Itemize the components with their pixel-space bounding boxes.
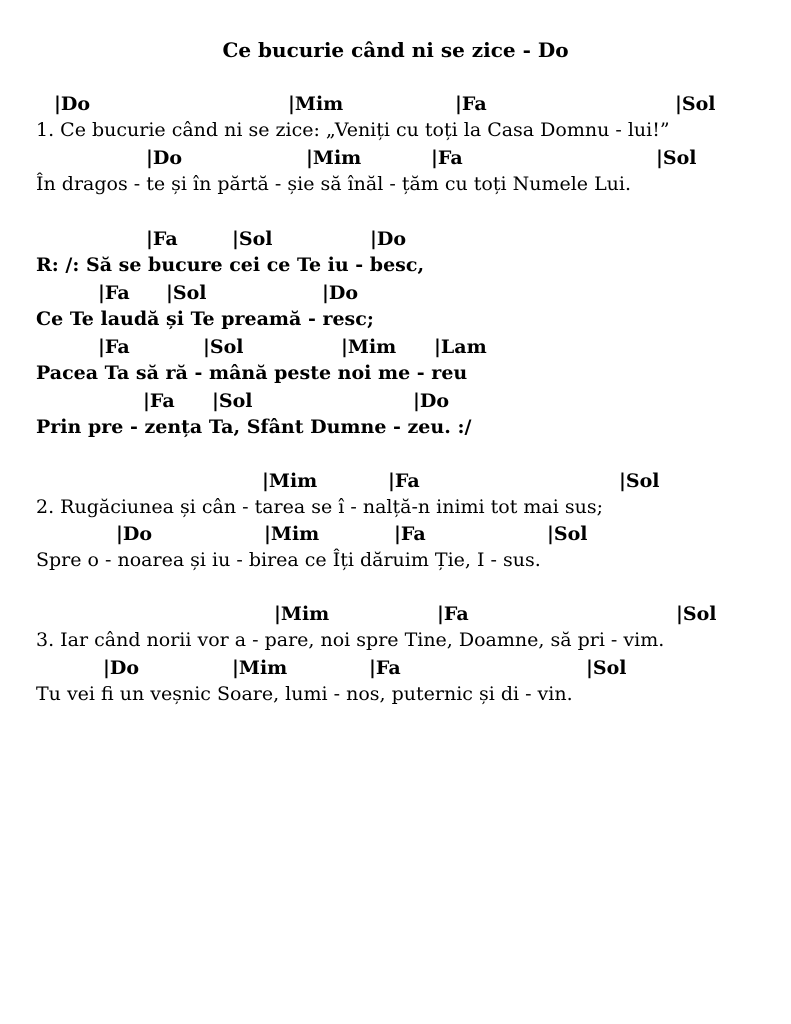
chord: |Sol xyxy=(656,147,697,169)
chord: |Sol xyxy=(232,228,273,250)
chord: |Fa xyxy=(98,282,130,304)
chord: |Do xyxy=(413,390,450,412)
chord: |Lam xyxy=(434,336,487,358)
chord: |Sol xyxy=(676,603,717,625)
chord: |Fa xyxy=(98,336,130,358)
chord: |Mim xyxy=(341,336,397,358)
lyric-line: 3. Iar când norii vor a - pare, noi spre Tine, Doamne, să pri - vim. xyxy=(36,629,665,651)
chord: |Mim xyxy=(306,147,362,169)
refrain-line: Prin pre - zența Ta, Sfânt Dumne - zeu. :/ xyxy=(36,416,472,438)
chord: |Fa xyxy=(143,390,175,412)
refrain-line: R: /: Să se bucure cei ce Te iu - besc, xyxy=(36,254,425,276)
chord: |Fa xyxy=(394,523,426,545)
lyric-line: În dragos - te și în părtă - șie să înăl - țăm cu toți Numele Lui. xyxy=(36,173,632,195)
chord: |Mim xyxy=(264,523,320,545)
lyric-line: 1. Ce bucurie când ni se zice: „Veniți cu toți la Casa Domnu - lui!” xyxy=(36,119,670,141)
chord: |Sol xyxy=(619,470,660,492)
chord: |Fa xyxy=(431,147,463,169)
song-title: Ce bucurie când ni se zice - Do xyxy=(222,38,569,62)
chord: |Mim xyxy=(274,603,330,625)
chord: |Do xyxy=(146,147,183,169)
chord: |Sol xyxy=(586,657,627,679)
chord: |Do xyxy=(103,657,140,679)
chord: |Do xyxy=(322,282,359,304)
refrain-line: Pacea Ta să ră - mână peste noi me - reu xyxy=(36,362,468,384)
lyric-line: Spre o - noarea și iu - birea ce Îți dăruim Ție, I - sus. xyxy=(36,549,541,571)
chord: |Sol xyxy=(675,93,716,115)
refrain-line: Ce Te laudă și Te preamă - resc; xyxy=(36,308,374,330)
chord: |Mim xyxy=(262,470,318,492)
chord: |Mim xyxy=(232,657,288,679)
chord: |Sol xyxy=(166,282,207,304)
chord: |Fa xyxy=(388,470,420,492)
chord: |Fa xyxy=(455,93,487,115)
chord: |Mim xyxy=(288,93,344,115)
lyric-line: Tu vei fi un veșnic Soare, lumi - nos, puternic și di - vin. xyxy=(36,683,573,705)
chord: |Do xyxy=(54,93,91,115)
chord: |Sol xyxy=(203,336,244,358)
chord: |Fa xyxy=(146,228,178,250)
chord: |Sol xyxy=(212,390,253,412)
chord: |Fa xyxy=(437,603,469,625)
chord: |Do xyxy=(370,228,407,250)
chord: |Sol xyxy=(547,523,588,545)
lyric-line: 2. Rugăciunea și cân - tarea se î - nalță-n inimi tot mai sus; xyxy=(36,496,604,518)
chord: |Fa xyxy=(369,657,401,679)
chord: |Do xyxy=(116,523,153,545)
